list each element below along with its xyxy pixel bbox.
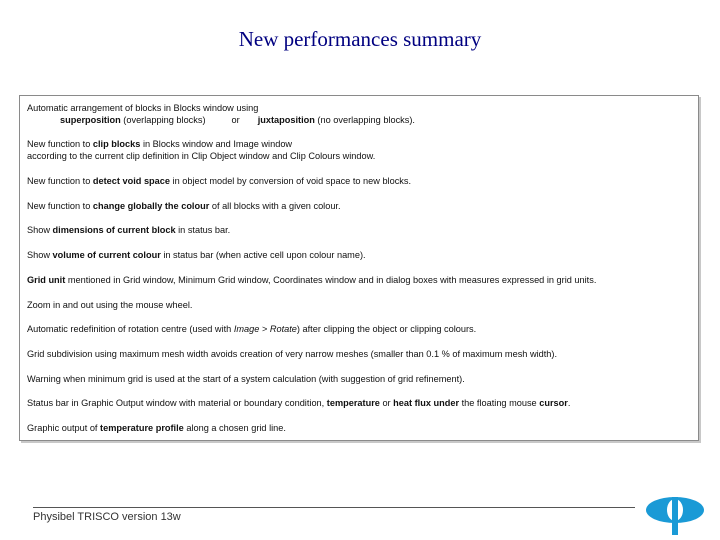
item-text: in object model by conversion of void space to new blocks. xyxy=(170,176,412,186)
item-bold: cursor xyxy=(539,398,568,408)
item-text: (overlapping blocks) xyxy=(120,115,206,125)
item-grid-unit xyxy=(27,275,596,286)
item-text: Graphic output of xyxy=(27,423,101,433)
item-void-space xyxy=(27,176,411,187)
item-text: Show xyxy=(27,225,53,235)
item-text: New function to xyxy=(27,139,93,149)
item-bold: change globally the colour xyxy=(92,201,210,211)
item-text: Automatic redefinition of rotation centre (used with xyxy=(27,324,234,334)
item-text: mentioned in Grid window, Minimum Grid window, Coordinates window and in dialog boxes with measures expressed in grid units. xyxy=(65,275,597,285)
item-bold: detect void space xyxy=(92,176,170,186)
item-text: Zoom in and out using the mouse wheel. xyxy=(27,300,193,310)
item-text: New function to xyxy=(27,201,93,211)
item-arrangement xyxy=(27,103,258,114)
item-text: or xyxy=(379,398,394,408)
item-bold: heat flux under xyxy=(393,398,460,408)
item-temperature-profile xyxy=(27,423,286,434)
item-text: New function to xyxy=(27,176,93,186)
item-text: the floating mouse xyxy=(459,398,540,408)
item-change-colour xyxy=(27,201,341,212)
item-text: or xyxy=(231,115,240,125)
item-text: of all blocks with a given colour. xyxy=(209,201,341,211)
item-italic: Image > Rotate xyxy=(233,324,297,334)
item-bold: juxtaposition xyxy=(257,115,315,125)
item-text: Status bar in Graphic Output window with material or boundary condition, xyxy=(27,398,327,408)
item-text: in status bar (when active cell upon colour name). xyxy=(160,250,366,260)
item-clip-blocks-cont xyxy=(27,151,375,162)
item-bold: Grid unit xyxy=(27,275,66,285)
item-text: Grid subdivision using maximum mesh width avoids creation of very narrow meshes (smaller than 0.1 % of maximum mesh width). xyxy=(27,349,558,359)
item-text: Show xyxy=(27,250,53,260)
item-status-bar xyxy=(27,398,570,409)
item-clip-blocks xyxy=(27,139,292,150)
item-text: ) after clipping the object or clipping colours. xyxy=(296,324,477,334)
footer-divider xyxy=(33,507,635,508)
item-warning xyxy=(27,374,465,385)
item-dimensions xyxy=(27,225,230,236)
item-bold: superposition xyxy=(60,115,121,125)
item-text: along a chosen grid line. xyxy=(183,423,286,433)
item-volume xyxy=(27,250,366,261)
item-text: in status bar. xyxy=(175,225,231,235)
footer-text: Physibel TRISCO version 13w xyxy=(33,511,181,523)
item-bold: temperature xyxy=(326,398,380,408)
item-zoom xyxy=(27,300,192,311)
item-bold: dimensions of current block xyxy=(52,225,176,235)
item-bold: volume of current colour xyxy=(52,250,161,260)
item-text: . xyxy=(567,398,571,408)
item-rotation xyxy=(27,324,476,335)
page-title: New performances summary xyxy=(238,27,482,51)
item-text: Automatic arrangement of blocks in Blocks window using xyxy=(27,103,259,113)
summary-box xyxy=(19,95,699,441)
item-grid-subdivision xyxy=(27,349,557,360)
item-bold: clip blocks xyxy=(92,139,141,149)
item-text: in Blocks window and Image window xyxy=(140,139,293,149)
item-bold: temperature profile xyxy=(100,423,184,433)
item-text: (no overlapping blocks). xyxy=(314,115,415,125)
item-text: Warning when minimum grid is used at the start of a system calculation (with suggestion of grid refinement). xyxy=(27,374,465,384)
item-text: according to the current clip definition in Clip Object window and Clip Colours window. xyxy=(27,151,376,161)
physibel-logo-icon xyxy=(644,491,706,535)
item-arrangement-modes xyxy=(60,115,415,126)
